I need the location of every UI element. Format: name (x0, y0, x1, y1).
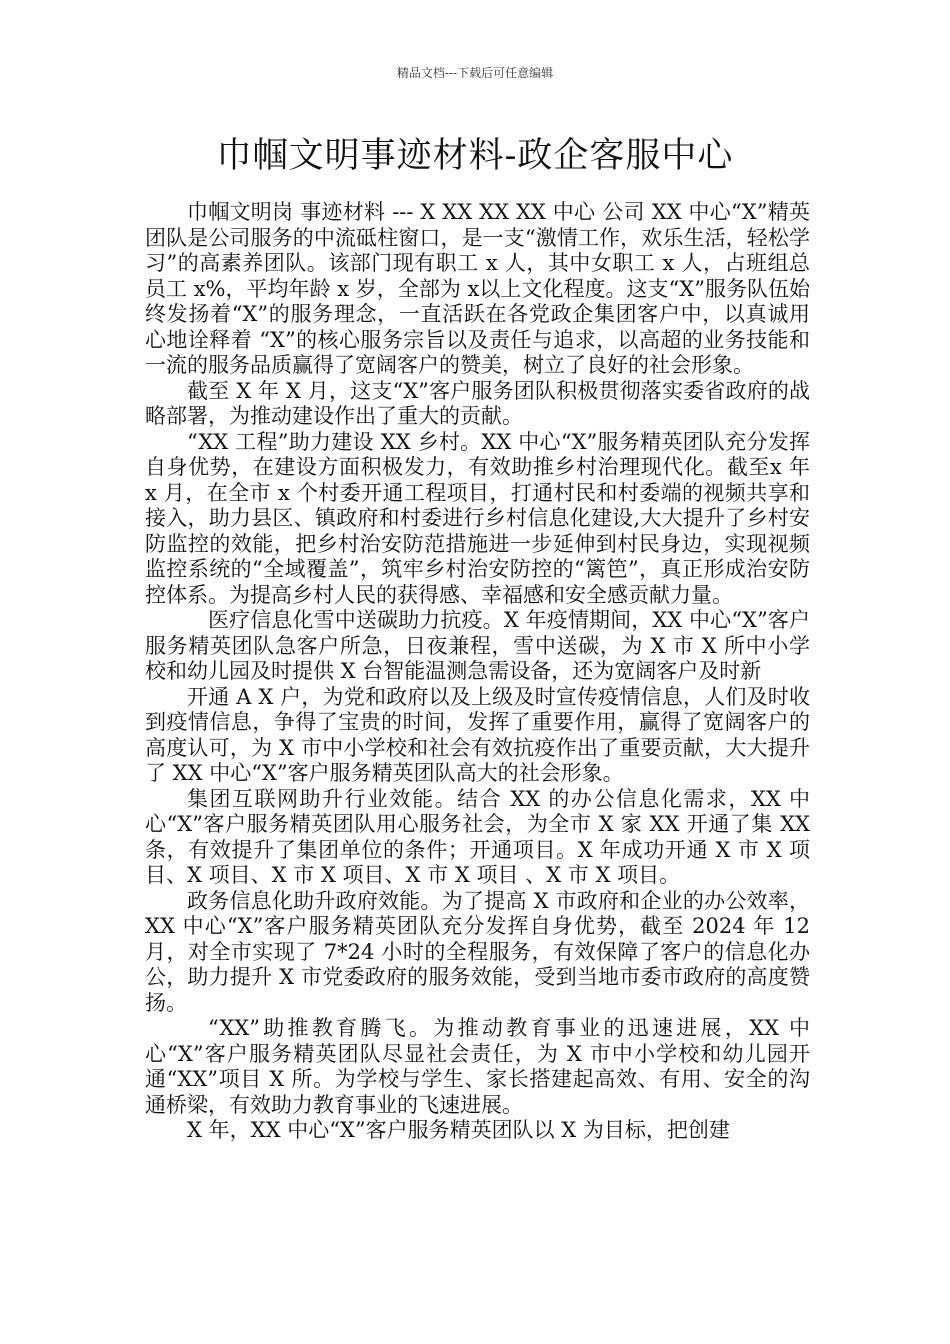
paragraph-medical-info: 医疗信息化雪中送碳助力抗疫。X 年疫情期间，XX 中心“X”客户服务精英团队急客户所急，日夜兼程，雪中送碳，为 X 市 X 所中小学校和幼儿园及时提供 X 台智能温测急需设备，还为宽阔客户及时新 (145, 608, 810, 683)
header-note: 精品文档---下载后可任意编辑 (396, 66, 554, 80)
paragraph-group-internet: 集团互联网助升行业效能。结合 XX 的办公信息化需求，XX 中心“X”客户服务精英团队用心服务社会，为全市 X 家 XX 开通了集 XX条，有效提升了集团单位的条件；开通项目。X 年成功开通 X 市 X 项目、X 项目、X 市 X 项目、X 市 X 项目 、X 市 X 项目。 (145, 786, 810, 887)
document-title: 巾帼文明事迹材料-政企客服中心 (216, 136, 734, 176)
paragraph-government-info: 政务信息化助升政府效能。为了提高 X 市政府和企业的办公效率，XX 中心“X”客户服务精英团队充分发挥自身优势，截至 2024 年 12月，对全市实现了 7*24 小时的全程服务，有效保障了客户的信息化办公，助力提升 X 市党委政府的服务效能，受到当地市委市政府的高度赞扬。 (145, 888, 810, 1015)
paragraph-activation: 开通 A X 户，为党和政府以及上级及时宣传疫情信息，人们及时收到疫情信息，争得了宝贵的时间，发挥了重要作用，赢得了宽阔客户的高度认可，为 X 市中小学校和社会有效抗疫作出了重要贡献，大大提升了 XX 中心“X”客户服务精英团队高大的社会形象。 (145, 684, 810, 785)
paragraph-education: “XX”助推教育腾飞。为推动教育事业的迅速进展，XX 中心“X”客户服务精英团队尽显社会责任，为 X 市中小学校和幼儿园开通“XX”项目 X 所。为学校与学生、家长搭建起高效、有用、安全的沟通桥梁，有效助力教育事业的飞速进展。 (145, 1016, 810, 1117)
paragraph-intro: 巾帼文明岗 事迹材料 --- X XX XX XX 中心 公司 XX 中心“X”精英团队是公司服务的中流砥柱窗口，是一支“激情工作，欢乐生活，轻松学习”的高素养团队。该部门现有职工 x 人，其中女职工 x 人，占班组总员工 x%，平均年龄 x 岁，全部为 x以上文化程度。这支“X”服务队伍始终发扬着“X”的服务理念，一直活跃在各党政企集团客户中，以真诚用心地诠释着 “X”的核心服务宗旨以及责任与追求，以高超的业务技能和一流的服务品质赢得了宽阔客户的赞美，树立了良好的社会形象。 (145, 200, 810, 377)
paragraph-village-project: “XX 工程”助力建设 XX 乡村。XX 中心“X”服务精英团队充分发挥自身优势，在建设方面积极发力，有效助推乡村治理现代化。截至x 年 x 月，在全市 x 个村委开通工程项目，打通村民和村委端的视频共享和接入，助力县区、镇政府和村委进行乡村信息化建设,大大提升了乡村安防监控的效能，把乡村治安防范措施进一步延伸到村民身边，实现视频监控系统的“全域覆盖”，筑牢乡村治安防控的“篱笆”，真正形成治安防控体系。为提高乡村人民的获得感、幸福感和安全感贡献力量。 (145, 429, 810, 607)
paragraph-deadline: 截至 X 年 X 月，这支“X”客户服务团队积极贯彻落实委省政府的战略部署，为推动建设作出了重大的贡献。 (145, 378, 810, 428)
paragraph-goal: X 年，XX 中心“X”客户服务精英团队以 X 为目标，把创建 (187, 1118, 730, 1142)
document-body (145, 200, 810, 1144)
